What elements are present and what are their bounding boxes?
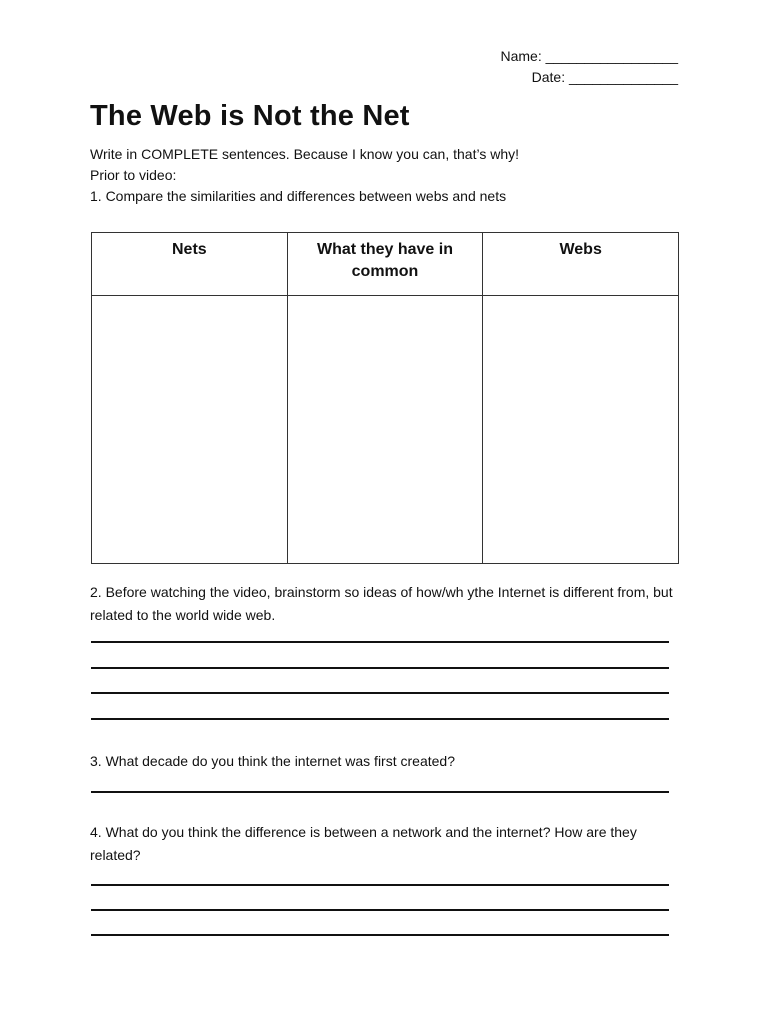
answer-line-q2-2[interactable] xyxy=(91,667,669,669)
instructions xyxy=(90,144,519,207)
instruction-line: Write in COMPLETE sentences. Because I know you can, that’s why! xyxy=(90,146,520,162)
table-header-row xyxy=(92,233,679,296)
answer-line-q4-1[interactable] xyxy=(91,884,669,886)
question-2: 2. Before watching the video, brainstorm so ideas of how/wh ythe Internet is different from, but related to the world wide web. xyxy=(90,584,673,623)
answer-line-q3-1[interactable] xyxy=(91,791,669,793)
nets-answer-cell[interactable] xyxy=(92,296,288,564)
column-header-webs: Webs xyxy=(483,233,679,296)
page-title: The Web is Not the Net xyxy=(90,100,410,132)
answer-line-q2-4[interactable] xyxy=(91,718,669,720)
table-row xyxy=(92,296,679,564)
prior-to-video-label: Prior to video: xyxy=(90,167,177,183)
answer-line-q2-3[interactable] xyxy=(91,692,669,694)
common-answer-cell[interactable] xyxy=(287,296,483,564)
question-3: 3. What decade do you think the internet was first created? xyxy=(90,753,455,769)
column-header-nets: Nets xyxy=(92,233,288,296)
comparison-table xyxy=(91,232,679,564)
webs-answer-cell[interactable] xyxy=(483,296,679,564)
answer-line-q4-2[interactable] xyxy=(91,909,669,911)
name-field[interactable]: Name: _________________ xyxy=(500,48,678,64)
answer-line-q4-3[interactable] xyxy=(91,934,669,936)
date-field[interactable]: Date: ______________ xyxy=(531,69,678,85)
question-1: 1. Compare the similarities and differences between webs and nets xyxy=(90,188,507,204)
column-header-common: What they have in common xyxy=(287,233,483,296)
name-date-block xyxy=(501,46,679,88)
answer-line-q2-1[interactable] xyxy=(91,641,669,643)
question-4: 4. What do you think the difference is between a network and the internet? How are they related? xyxy=(90,824,637,863)
